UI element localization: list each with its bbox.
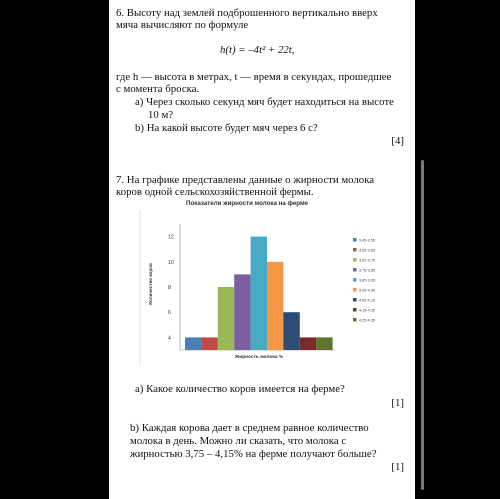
bar-3,75-3,85 [234, 274, 250, 350]
q7-text-line1: 7. На графике представлены данные о жирности молока [116, 174, 375, 186]
legend-label: 3,85-3,95 [359, 278, 376, 283]
chart-title: Показатели жирности молока на ферме [186, 200, 308, 207]
bar-3,45-3,55 [185, 337, 201, 350]
legend-swatch [353, 258, 357, 262]
q7-text-line2: коров одной сельскохозяйственной фермы. [116, 186, 314, 198]
y-tick-label: 8 [168, 285, 171, 291]
q7-part-b-line2: молока в день. Можно ли сказать, что молока с [130, 435, 347, 447]
y-tick-label: 6 [168, 310, 171, 317]
legend-label: 3,45-3,55 [359, 238, 376, 243]
bars [185, 237, 333, 350]
q6-part-a-line2: 10 м? [148, 109, 174, 121]
y-axis-title: Количество коров [148, 263, 153, 305]
bar-4,25-4,35 [316, 337, 332, 350]
bar-3,85-3,95 [251, 237, 267, 350]
q6-where-line2: с момента броска. [116, 83, 200, 95]
q6-marks: [4] [391, 135, 404, 147]
y-tick-labels [168, 235, 174, 342]
legend-swatch [353, 298, 357, 302]
q6-text-line1: 6. Высоту над землей подброшенного вертикально вверх [116, 7, 378, 19]
y-tick-label: 10 [168, 259, 174, 266]
y-tick-label: 12 [168, 234, 174, 241]
bar-3,95-4,05 [267, 262, 283, 350]
q7-part-a: a) Какое количество коров имеется на ферме? [135, 383, 345, 395]
legend [353, 238, 375, 323]
y-tick-label: 4 [168, 335, 171, 342]
legend-label: 3,55-3,65 [359, 248, 376, 253]
x-axis-title: Жирность молока % [234, 355, 284, 360]
bar-4,05-4,15 [283, 312, 299, 350]
legend-label: 3,75-3,85 [359, 268, 376, 273]
legend-label: 4,15-4,25 [359, 308, 376, 313]
q7-part-b-line3: жирностью 3,75 – 4,15% на ферме получают больше? [130, 448, 377, 460]
legend-label: 3,95-4,05 [359, 288, 376, 293]
milk-fat-chart [135, 196, 385, 366]
legend-swatch [353, 318, 357, 322]
scrollbar[interactable] [421, 160, 424, 490]
bar-3,65-3,75 [218, 287, 234, 350]
q7-part-a-marks: [1] [391, 397, 404, 409]
q7-part-b-line1: b) Каждая корова дает в среднем равное количество [130, 422, 369, 434]
q6-part-b: b) На какой высоте будет мяч через 6 с? [135, 122, 318, 134]
q6-formula: h(t) = –4t² + 22t, [220, 44, 295, 56]
legend-swatch [353, 278, 357, 282]
legend-swatch [353, 308, 357, 312]
bar-4,15-4,25 [300, 337, 316, 350]
q7-part-b-marks: [1] [391, 461, 404, 473]
bar-3,55-3,65 [201, 337, 217, 350]
legend-swatch [353, 268, 357, 272]
legend-label: 4,05-4,15 [359, 298, 376, 303]
legend-label: 3,65-3,75 [359, 258, 376, 263]
q6-where-line1: где h — высота в метрах, t — время в секундах, прошедшее [116, 71, 392, 83]
legend-swatch [353, 238, 357, 242]
legend-swatch [353, 248, 357, 252]
q6-part-a-line1: a) Через сколько секунд мяч будет находиться на высоте [135, 96, 394, 108]
legend-swatch [353, 288, 357, 292]
q6-text-line2: мяча вычисляют по формуле [116, 19, 249, 31]
legend-label: 4,25-4,35 [359, 318, 376, 323]
